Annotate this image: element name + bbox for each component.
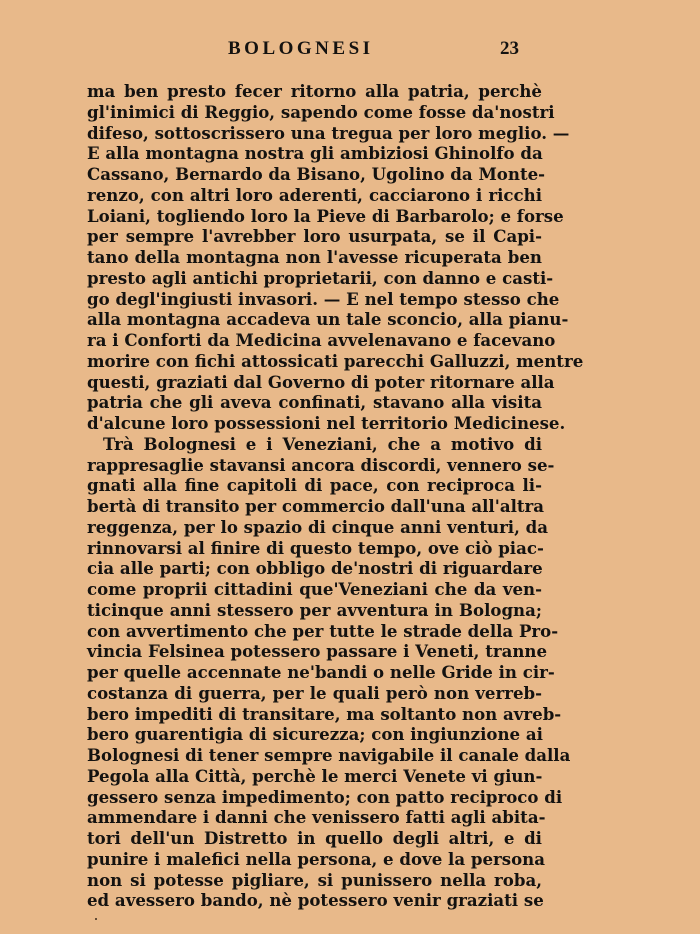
text-line: difeso, sottoscrissero una tregua per loro meglio. —	[87, 122, 570, 143]
text-line: bero impediti di transitare, ma soltanto non avreb-	[87, 703, 562, 724]
text-line: cia alle parti; con obbligo de'nostri di riguardare	[87, 558, 543, 579]
text-line: morire con fichi attossicati parecchi Galluzzi, mentre	[87, 350, 584, 371]
text-line: bertà di transito per commercio dall'una all'altra	[87, 496, 545, 516]
text-line: rinnovarsi al finire di questo tempo, ove ciò piac-	[87, 537, 544, 558]
body-text	[87, 81, 584, 911]
text-line: per sempre l'avrebber loro usurpata, se il Capi-	[87, 226, 542, 247]
text-line: bero guarentigia di sicurezza; con ingiunzione ai	[87, 724, 543, 745]
text-line: costanza di guerra, per le quali però non verreb-	[87, 682, 542, 703]
text-line: ra i Conforti da Medicina avvelenavano e facevano	[87, 330, 556, 350]
text-line: tori dell'un Distretto in quello degli altri, e di	[87, 828, 542, 848]
text-line: tano della montagna non l'avesse ricuperata ben	[87, 247, 542, 267]
text-line: Pegola alla Città, perchè le merci Venete vi giun-	[87, 765, 543, 786]
text-line: punire i malefici nella persona, e dove la persona	[87, 848, 545, 869]
text-line: per quelle accennate ne'bandi o nelle Gride in cir-	[87, 662, 555, 682]
text-line: con avvertimento che per tutte le strade della Pro-	[87, 620, 559, 641]
text-line: Bolognesi di tener sempre navigabile il canale dalla	[87, 745, 571, 765]
text-line: Trà Bolognesi e i Veneziani, che a motivo di	[103, 433, 542, 454]
text-line: non si potesse pigliare, si punissero nella roba,	[87, 869, 542, 890]
text-line: reggenza, per lo spazio di cinque anni venturi, da	[87, 516, 549, 537]
page-number: 23	[500, 38, 519, 59]
text-line: ma ben presto fecer ritorno alla patria, perchè	[87, 81, 542, 101]
text-line: E alla montagna nostra gli ambiziosi Ghinolfo da	[87, 143, 543, 164]
text-line: presto agli antichi proprietarii, con danno e casti-	[87, 267, 554, 288]
text-line: ammendare i danni che venissero fatti agli abita-	[87, 807, 546, 828]
text-line: d'alcune loro possessioni nel territorio Medicinese.	[87, 413, 566, 433]
text-line: alla montagna accadeva un tale sconcio, alla pianu-	[87, 309, 569, 330]
text-line: gessero senza impedimento; con patto reciproco di	[87, 786, 563, 807]
paragraph-2	[87, 433, 571, 911]
text-line: Cassano, Bernardo da Bisano, Ugolino da Monte-	[87, 164, 546, 184]
text-line: vincia Felsinea potessero passare i Veneti, tranne	[87, 641, 548, 662]
text-line: ticinque anni stessero per avventura in Bologna;	[87, 599, 542, 620]
text-line: rappresaglie stavansi ancora discordi, vennero se-	[87, 454, 555, 475]
text-line: gl'inimici di Reggio, sapendo come fosse da'nostri	[87, 101, 555, 122]
text-line: Loiani, togliendo loro la Pieve di Barbarolo; e forse	[87, 205, 564, 226]
text-line: go degl'ingiusti invasori. — E nel tempo stesso che	[87, 288, 560, 309]
paragraph-1	[87, 81, 584, 434]
text-line: come proprii cittadini que'Veneziani che da ven-	[87, 579, 542, 599]
page-header	[0, 38, 700, 64]
running-title: BOLOGNESI	[228, 38, 374, 59]
text-line: gnati alla fine capitoli di pace, con reciproca li-	[87, 475, 542, 496]
print-speck	[95, 918, 97, 920]
text-line: ed avessero bando, nè potessero venir graziati se	[87, 890, 544, 911]
text-line: questi, graziati dal Governo di poter ritornare alla	[87, 371, 555, 392]
text-line: renzo, con altri loro aderenti, cacciarono i ricchi	[87, 184, 542, 205]
text-line: patria che gli aveva confinati, stavano alla visita	[87, 392, 542, 413]
